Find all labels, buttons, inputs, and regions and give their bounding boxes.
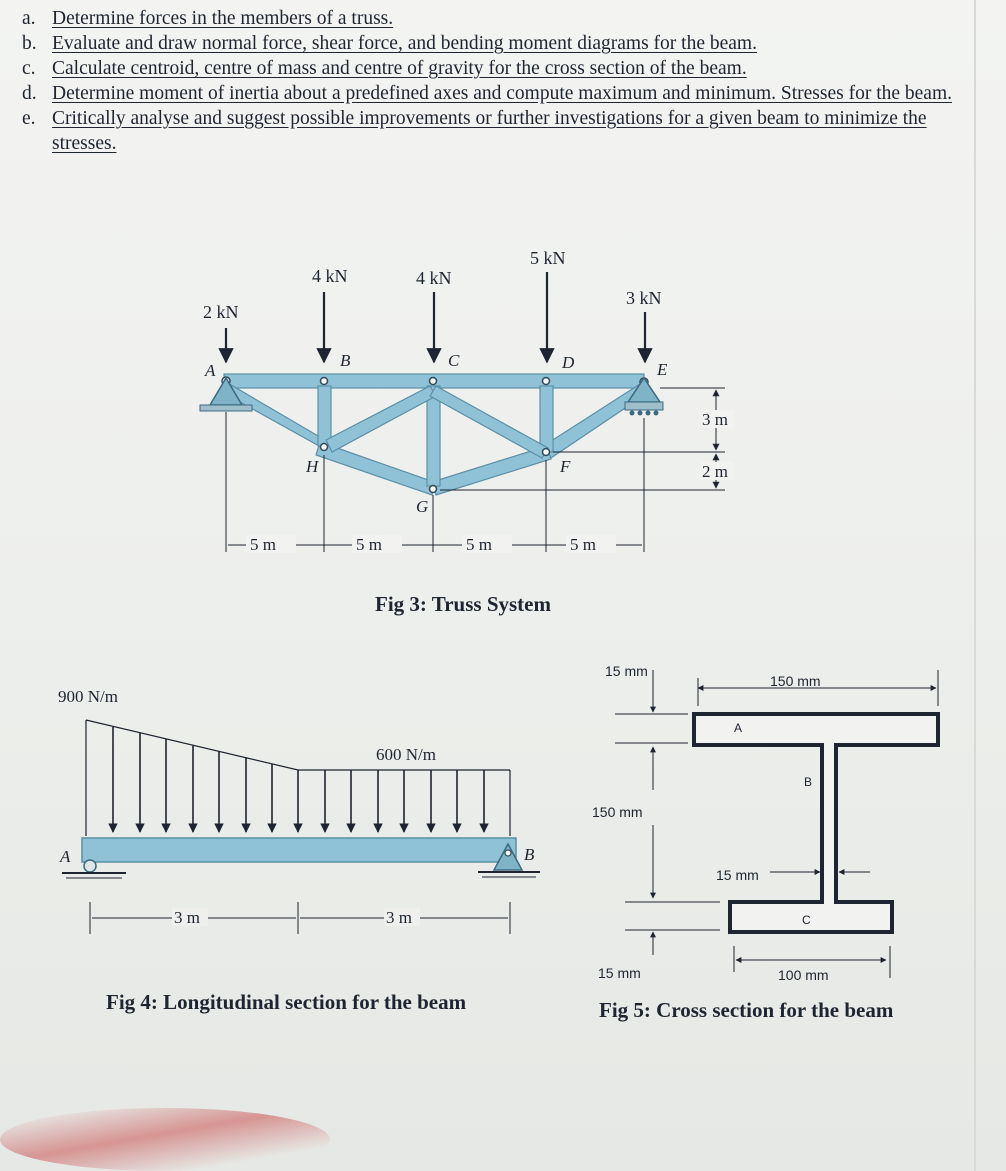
joint-label-F: F — [560, 457, 571, 476]
member-FE — [545, 384, 646, 458]
top-flange-thickness-label: 15 mm — [605, 663, 648, 679]
member-DF — [540, 386, 553, 452]
fig5-caption: Fig 5: Cross section for the beam — [599, 998, 894, 1022]
joint-label-D: D — [562, 353, 575, 372]
height-label-2: 2 m — [702, 462, 728, 481]
task-marker: b. — [22, 33, 37, 54]
span-label-3: 5 m — [466, 535, 492, 554]
photo-glare — [0, 1108, 330, 1171]
task-marker: a. — [22, 8, 36, 29]
part-label-B: B — [804, 775, 813, 789]
member-BH — [318, 386, 331, 446]
bottom-flange-width-label: 100 mm — [778, 967, 829, 983]
beam-figure — [0, 640, 600, 990]
fig3-caption: Fig 3: Truss System — [375, 592, 551, 616]
task-text: Calculate centroid, centre of mass and centre of gravity for the cross section of the beam. — [52, 58, 747, 79]
web-height-label: 150 mm — [592, 804, 643, 820]
member-CF — [430, 386, 548, 458]
task-text: Determine forces in the members of a truss. — [52, 8, 394, 29]
joint-label-B: B — [340, 351, 351, 370]
load-label-A: 2 kN — [203, 302, 239, 322]
i-section-outline — [694, 714, 938, 932]
load-label-C: 4 kN — [416, 268, 452, 288]
beam-span-2: 3 m — [386, 908, 412, 927]
bottom-flange-thickness-label: 15 mm — [598, 965, 641, 981]
load-label-left: 900 N/m — [58, 687, 118, 706]
task-text: Evaluate and draw normal force, shear force, and bending moment diagrams for the beam. — [52, 33, 757, 54]
span-label-2: 5 m — [356, 535, 382, 554]
top-flange-width-label: 150 mm — [770, 673, 821, 689]
task-text: Determine moment of inertia about a predefined axes and compute maximum and minimum. Stresses for the beam. — [52, 83, 952, 104]
task-marker: d. — [22, 83, 37, 104]
truss-members — [222, 374, 646, 495]
load-label-B: 4 kN — [312, 266, 348, 286]
load-label-D: 5 kN — [530, 248, 566, 268]
support-label-A: A — [60, 847, 71, 866]
span-label-4: 5 m — [570, 535, 596, 554]
span-label-1: 5 m — [250, 535, 276, 554]
member-AH — [222, 382, 330, 452]
pin-C — [430, 378, 437, 385]
pin-G — [430, 486, 437, 493]
support-label-B: B — [524, 845, 535, 864]
pin-D — [543, 378, 550, 385]
joint-label-C: C — [448, 351, 460, 370]
part-label-C: C — [802, 913, 811, 927]
part-label-A: A — [734, 721, 743, 735]
load-label-mid: 600 N/m — [376, 745, 436, 764]
task-marker: e. — [22, 108, 36, 129]
i-section — [694, 714, 938, 932]
member-HC — [326, 386, 436, 452]
section-labels — [592, 663, 829, 983]
joint-label-G: G — [416, 497, 429, 516]
pin-H — [321, 444, 328, 451]
beam-body — [82, 838, 516, 862]
beam-span-1: 3 m — [174, 908, 200, 927]
joint-label-E: E — [657, 360, 668, 379]
task-text: Critically analyse and suggest possible improvements or further investigations for a given beam to minimize the stresses. — [52, 108, 927, 154]
joint-label-A: A — [205, 361, 216, 380]
beam-dimensions — [90, 902, 510, 934]
fig4-caption: Fig 4: Longitudinal section for the beam — [106, 990, 467, 1014]
web-thickness-label: 15 mm — [716, 867, 759, 883]
pin-B — [321, 378, 328, 385]
pin-F — [543, 449, 550, 456]
truss-load-labels — [203, 248, 662, 322]
joint-label-H: H — [306, 457, 319, 476]
height-label-1: 3 m — [702, 410, 728, 429]
task-marker: c. — [22, 58, 36, 79]
distributed-load-arrows — [113, 727, 484, 832]
cross-section-figure — [580, 640, 980, 1000]
load-label-E: 3 kN — [626, 288, 662, 308]
